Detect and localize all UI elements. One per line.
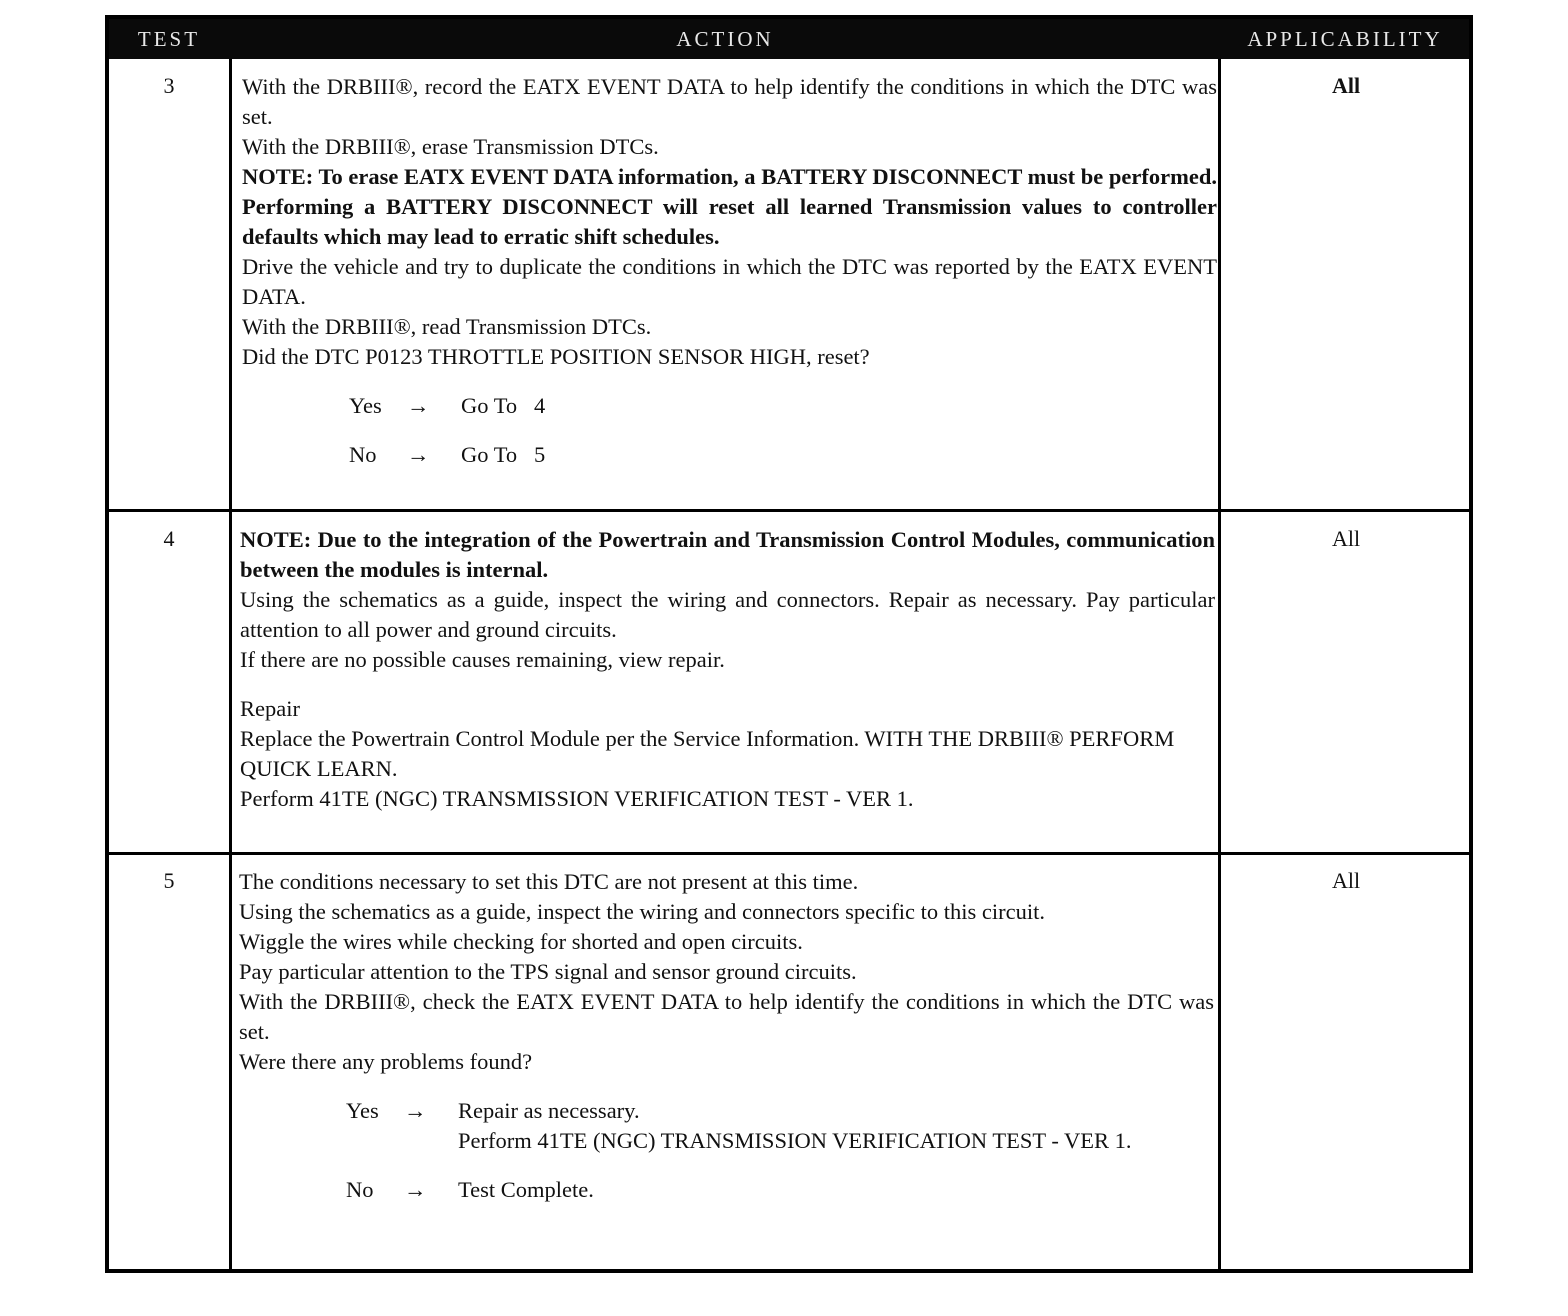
header-applicability: APPLICABILITY [1247, 27, 1443, 51]
header-action: ACTION [676, 27, 774, 51]
yes-result-line: Repair as necessary. [458, 1098, 640, 1123]
goto-link[interactable]: Go To 4 [461, 393, 546, 418]
action-note: NOTE: To erase EATX EVENT DATA information, a BATTERY DISCONNECT must be performed. Performing a BATTERY DISCONNECT will reset all learned Transmission values to controller defaults which may lead to erratic shift schedules. [242, 164, 1217, 249]
action-line: With the DRBIII®, check the EATX EVENT DATA to help identify the conditions in which the DTC was set. [239, 989, 1214, 1044]
action-line: Using the schematics as a guide, inspect the wiring and connectors. Repair as necessary. Pay particular attention to all power and ground circuits. [240, 587, 1215, 642]
action-line: Pay particular attention to the TPS signal and sensor ground circuits. [239, 959, 857, 984]
action-line: Did the DTC P0123 THROTTLE POSITION SENSOR HIGH, reset? [242, 344, 870, 369]
diagnostic-table [105, 15, 1473, 1273]
action-line: Using the schematics as a guide, inspect the wiring and connectors specific to this circuit. [239, 899, 1046, 924]
yes-result [458, 1096, 1214, 1156]
yes-label: Yes [346, 1098, 379, 1123]
action-line: Wiggle the wires while checking for shorted and open circuits. [239, 929, 803, 954]
test-number: 3 [163, 73, 175, 98]
header-test: TEST [137, 27, 201, 51]
applicability-cell: All [1331, 868, 1361, 893]
action-line: Were there any problems found? [239, 1049, 533, 1074]
repair-line: Perform 41TE (NGC) TRANSMISSION VERIFICATION TEST - VER 1. [240, 786, 914, 811]
yes-label: Yes [349, 393, 382, 418]
applicability-cell: All [1331, 73, 1361, 98]
arrow-icon: → [407, 393, 430, 418]
no-label: No [349, 442, 377, 467]
no-branch [346, 1175, 1214, 1205]
arrow-icon: → [404, 1098, 427, 1123]
no-result: Test Complete. [458, 1177, 594, 1202]
action-line: With the DRBIII®, erase Transmission DTCs. [242, 134, 659, 159]
arrow-icon: → [404, 1177, 427, 1202]
action-line: The conditions necessary to set this DTC are not present at this time. [239, 869, 859, 894]
action-cell [242, 72, 1217, 470]
repair-label: Repair [240, 696, 300, 721]
action-line: If there are no possible causes remaining, view repair. [240, 647, 725, 672]
table-header [109, 19, 1469, 59]
test-number: 4 [163, 526, 175, 551]
yes-branch [346, 1096, 1214, 1156]
repair-line: Replace the Powertrain Control Module per the Service Information. WITH THE DRBIII® PERFORM QUICK LEARN. [240, 726, 1175, 781]
action-note: NOTE: Due to the integration of the Powertrain and Transmission Control Modules, communication between the modules is internal. [240, 527, 1215, 582]
yes-branch [349, 391, 1217, 421]
no-label: No [346, 1177, 374, 1202]
table-row [109, 855, 1469, 1273]
action-line: With the DRBIII®, read Transmission DTCs. [242, 314, 652, 339]
no-branch [349, 440, 1217, 470]
goto-link[interactable]: Go To 5 [461, 442, 546, 467]
action-line: With the DRBIII®, record the EATX EVENT DATA to help identify the conditions in which the DTC was set. [242, 74, 1217, 129]
action-cell [239, 867, 1214, 1205]
arrow-icon: → [407, 442, 430, 467]
action-cell [240, 525, 1215, 814]
test-number: 5 [163, 868, 175, 893]
yes-result-line: Perform 41TE (NGC) TRANSMISSION VERIFICATION TEST - VER 1. [458, 1128, 1132, 1153]
action-line: Drive the vehicle and try to duplicate the conditions in which the DTC was reported by the EATX EVENT DATA. [242, 254, 1217, 309]
applicability-cell: All [1331, 526, 1361, 551]
table-row [109, 512, 1469, 852]
table-row [109, 59, 1469, 509]
